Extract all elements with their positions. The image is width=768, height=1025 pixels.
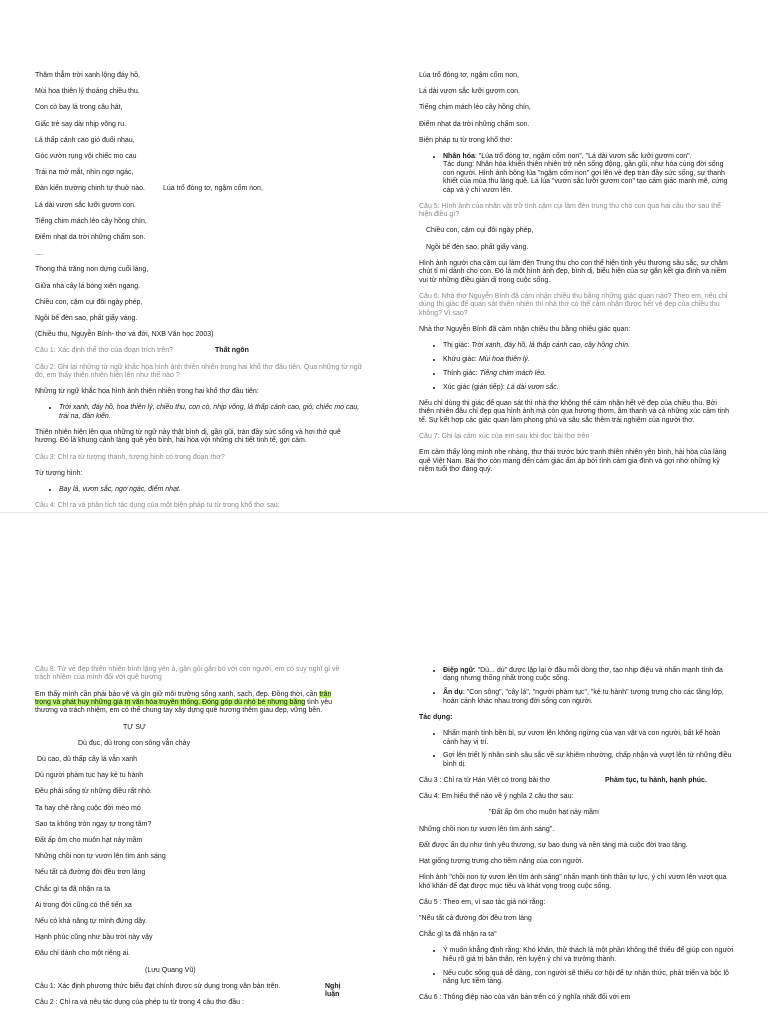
- poem-line: Những chồi non tự vươn lên tìm ánh sáng: [35, 853, 166, 861]
- sense-label: Khứu giác:: [443, 356, 479, 363]
- device-label: Nhân hóa: [443, 153, 475, 161]
- answer-1: Thất ngôn: [215, 347, 249, 355]
- sense-label: Thị giác:: [443, 342, 472, 350]
- device-text: : "Con sông", "cây lá", "người phàm tục", "kẻ tu hành" tượng trưng cho các tầng lớp, hoàn cảnh khác nhau trong đời sống con người.: [443, 689, 724, 705]
- poem-line: Thong thả trăng non dựng cuối làng,: [35, 266, 149, 274]
- poem-line-inline: Lúa trổ đòng tơ, ngậm cốm non,: [162, 185, 263, 193]
- poem-line: Nếu có khả năng tự mình đứng dậy.: [35, 918, 147, 926]
- quote-line: Ngồi bế đèn sao, phất giấy vàng.: [426, 243, 529, 251]
- list-item: [443, 667, 734, 684]
- list-item: [443, 153, 734, 195]
- poem-title: TỰ SỰ: [123, 723, 146, 731]
- effect-label: Tác dụng:: [419, 713, 453, 721]
- page2-right-column: [419, 667, 734, 1011]
- page1-left-column: [35, 72, 365, 512]
- answer-4-line: Hình ảnh "chồi non tự vươn lên tìm ánh sáng" nhấn mạnh tinh thần tự lực, ý chí vươn lên vượt qua khó khăn để đạt được mục tiêu và khát vọng trong cuộc sống.: [419, 874, 727, 890]
- question-4: Câu 4: Em hiểu thế nào về ý nghĩa 2 câu thơ sau:: [419, 793, 574, 801]
- poem-line: Đàn kiến trường chinh tự thuở nào.: [35, 185, 146, 193]
- poem-line: Sao ta không tròn ngay tự trong tâm?: [35, 820, 152, 828]
- device-effect: Tác dụng: Nhân hóa khiến thiên nhiên trở nên sống động, gần gũi, như hòa cùng đời sống con người. Hình ảnh bông lúa "ngậm cốm non" gợi lên vẻ đẹp tràn đầy sức sống, sự thanh khiết của mùa thu làng quê. Lá lúa "vươn sắc lưỡi gươm con" tạo cảm giác mạnh mẽ, cứng cáp và ý chí vươn lên.: [443, 161, 728, 194]
- answer-7: Em cảm thấy lòng mình nhẹ nhàng, thư thái trước bức tranh thiên nhiên yên bình, hài hòa của làng quê Việt Nam. Bài thơ còn mang đến cảm giác ấm áp bởi tình cảm gia đình và gợi nhớ những kỷ niệm tuổi thơ đáng quý.: [419, 449, 727, 474]
- highlighted-text: trân trọng và phát huy những giá trị văn hóa truyền thống. Đóng góp dù nhỏ bé nhưng bằng: [35, 690, 332, 707]
- senses-list: [419, 342, 734, 392]
- sense-text: Trời xanh, đáy hồ, lả thấp cánh cao, cây hồng chín.: [471, 342, 630, 350]
- question-6: Câu 6 : Thông điệp nào của văn bản trên có ý nghĩa nhất đối với em: [419, 994, 631, 1002]
- question-text: Câu 1: Xác định phương thức biểu đạt chính được sử dụng trong văn bản trên.: [35, 982, 281, 990]
- question-6: Câu 6: Nhà thơ Nguyễn Bính đã cảm nhận chiều thu bằng những giác quan nào? Theo em, nếu chỉ dùng thị giác để quan sát thiên nhiên thì nhà thơ có thể cảm nhận được hết vẻ đẹp của chiều thu không? Vì sao?: [419, 292, 728, 317]
- poem-line: Ngồi bế đèn sao, phất giấy vàng.: [35, 315, 138, 323]
- sense-label: Xúc giác (gián tiếp):: [443, 383, 507, 391]
- answer-4-line: Đất được ẩn dụ như tình yêu thương, sự bao dung và nền tảng mà cuộc đời trao tặng.: [419, 841, 688, 849]
- page1-right-column: [419, 72, 734, 482]
- question-3: [419, 777, 734, 785]
- question-5: Câu 5 : Theo em, vì sao tác giả nói rằng:: [419, 898, 546, 906]
- poem-line: Hạnh phúc cũng như bầu trời này vậy: [35, 934, 153, 942]
- list-item: • Nếu cuộc sống quá dễ dàng, con người sẽ thiếu cơ hội để tự nhận thức, phát triển và bộc lộ năng lực tiềm tàng.: [443, 970, 734, 987]
- devices-list: [419, 667, 734, 706]
- poem-line: Đều phải sống từ những điều rất nhỏ.: [35, 788, 152, 796]
- answer-6-intro: Nhà thơ Nguyễn Bính đã cảm nhận chiều thu bằng nhiều giác quan:: [419, 325, 631, 333]
- question-1: [35, 347, 365, 355]
- question-5: Câu 5: Hình ảnh của nhân vật trữ tình cặm cụi làm đèn trung thu cho con qua hai câu thơ sau thể hiện điều gì?: [419, 202, 721, 219]
- poem-line: Tiếng chim mách lẻo cây hồng chín,: [419, 104, 531, 112]
- page2-left-column: [35, 666, 345, 1015]
- answer-5-list: [419, 947, 734, 986]
- poem-line: Chắc gì ta đã nhận ra ta: [35, 885, 111, 893]
- question-3: Câu 3: Chỉ ra từ tượng thanh, tượng hình có trong đoạn thơ?: [35, 453, 225, 461]
- poem-line: Chiều con, cặm cụi đôi ngày phép,: [35, 298, 143, 306]
- answer-1: Nghị luận: [325, 982, 341, 999]
- poem-line: Thăm thẳm trời xanh lộng đáy hồ,: [35, 72, 140, 79]
- answer-2-paragraph: Thiên nhiên hiện lên qua những từ ngữ này thật bình dị, gần gũi, tràn đầy sức sống và hơi thở quê hương. Đó là khung cảnh làng quê yên bình, hài hòa với những chi tiết tinh tế, gợi cảm.: [35, 429, 341, 445]
- device-label: Ẩn dụ: [443, 689, 463, 697]
- poem-line: Điểm nhạt da trời những chấm son.: [419, 120, 530, 128]
- answer-6-paragraph: Nếu chỉ dùng thị giác để quan sát thì nhà thơ không thể cảm nhận hết vẻ đẹp của chiều thu. Bởi thiên nhiên đâu chỉ đẹp qua hình ảnh mà còn qua hương thơm, âm thanh và cả những xúc cảm tinh tế. Sự kết hợp các giác quan làm phong phú và sâu sắc thêm trải nghiệm của người thơ.: [419, 400, 730, 424]
- device-text: : "Lúa trổ đòng tơ, ngậm cốm non", "Lá dài vươn sắc lưỡi gươm con".: [474, 153, 692, 161]
- poem-line: Mùi hoa thiên lý thoảng chiều thu.: [35, 88, 140, 96]
- question-4: Câu 4: Chỉ ra và phân tích tác dụng của một biện pháp tu từ trong khổ thơ sau:: [35, 502, 280, 510]
- poem-line: Dù cao, dù thấp cây lá vẫn xanh: [37, 756, 138, 764]
- quote-line: "Nếu tất cả đường đời đều trơn láng: [419, 915, 532, 923]
- list-item: [443, 384, 734, 392]
- question-8: Câu 8: Từ vẻ đẹp thiên nhiên bình lặng yên ả, gần gũi gắn bó với con người, em có suy nghĩ gì về trách nhiệm của mình đối với quê hương: [35, 666, 340, 682]
- list-item: • Gợi lên triết lý nhân sinh sâu sắc về sự khiêm nhường, chấp nhận và vượt lên từ những điều bình dị.: [443, 752, 734, 769]
- list-item: • Nhấn mạnh tính bền bỉ, sự vươn lên không ngừng của vạn vật và con người, bất kể hoàn cảnh hay vị trí.: [443, 730, 734, 747]
- answer-4-line: Hạt giống tượng trưng cho tiềm năng của con người.: [419, 858, 584, 866]
- poem-line: Lá dài vươn sắc lưỡi gươm con.: [419, 88, 520, 96]
- answer-5: Hình ảnh người cha cặm cụi làm đèn Trung thu cho con thể hiện tình yêu thương sâu sắc, sự chăm chút tỉ mỉ dành cho con. Đó là một hình ảnh đẹp, bình dị, biểu hiện của sự gắn kết gia đình và niềm vui từ những điều giản dị trong cuộc sống.: [419, 259, 728, 284]
- question-7: Câu 7: Ghi lại cảm xúc của em sau khi đọc bài thơ trên: [419, 433, 590, 441]
- answer-2-intro: Những từ ngữ khắc họa hình ảnh thiên nhiên trong hai khổ thơ đầu tiên:: [35, 388, 259, 396]
- poem-line: Nếu tất cả đường đời đều trơn láng: [35, 869, 146, 877]
- poem-line: Đâu chỉ dành cho một riêng ai.: [35, 950, 130, 958]
- answer-2-list: [35, 404, 365, 421]
- poem-author: (Lưu Quang Vũ): [145, 966, 196, 974]
- question-2: Câu 2 : Chỉ ra và nêu tác dụng của phép tu từ trong 4 câu thơ đầu :: [35, 999, 244, 1007]
- device-text: : "Dù... dù" được lặp lại ở đầu mỗi dòng thơ, tạo nhịp điệu và nhấn mạnh tính đa dạng nhưng thống nhất trong cuộc sống.: [443, 667, 723, 683]
- poem-line: Giấc trẻ say dài nhịp võng ru.: [35, 120, 127, 128]
- list-item: • Ý muốn khẳng định rằng: Khó khăn, thử thách là một phần không thể thiếu để giúp con người hiểu rõ giá trị bản thân, rèn luyện ý chí và trưởng thành.: [443, 947, 734, 964]
- sense-text: Tiếng chim mách lẻo.: [479, 369, 547, 377]
- list-item: • Bay lả, vươn sắc, ngơ ngác, điểm nhạt.: [59, 486, 365, 494]
- poem-line: Ai trong đời cũng có thể tiến xa: [35, 901, 132, 909]
- answer-3-list: [35, 486, 365, 494]
- poem-line: Lả thấp cánh cao gió đuổi nhau,: [35, 136, 135, 144]
- answer-3: Phàm tục, tu hành, hạnh phúc.: [605, 777, 707, 785]
- poem-line-with-inline: [35, 185, 365, 193]
- document-page-2: [0, 512, 768, 1025]
- poem-line: Dù đục, dù trong con sông vẫn chảy: [78, 739, 191, 747]
- poem-line: Con cò bay lả trong câu hát,: [35, 104, 123, 112]
- poem-line: Ta hay chê rằng cuộc đời méo mó: [35, 804, 141, 812]
- poem-line: Lúa trổ đòng tơ, ngậm cốm non,: [419, 72, 519, 79]
- list-item: [443, 342, 734, 350]
- poem-line: Dù người phàm tục hay kẻ tu hành: [35, 772, 144, 780]
- list-item: [443, 370, 734, 378]
- question-text: Câu 1: Xác định thể thơ của đoạn trích trên?: [35, 347, 174, 355]
- answer-3-intro: Từ tượng hình:: [35, 469, 83, 477]
- poem-line: Điểm nhạt da trời những chấm son.: [35, 234, 146, 242]
- answer-8-text: Em thấy mình cần phải bảo vệ và gìn giữ môi trường sống xanh, sạch, đẹp. Đồng thời, cần: [35, 690, 318, 698]
- list-item: • Trời xanh, đáy hồ, hoa thiên lý, chiều thu, con cò, nhịp võng, lả thấp cánh cao, gió, chiếc mo cau, trái na, đàn kiến.: [59, 404, 365, 421]
- poem-line: Tiếng chim mách lẻo cây hồng chín,: [35, 217, 147, 225]
- sense-label: Thính giác:: [443, 369, 480, 377]
- device-intro: Biện pháp tu từ trong khổ thơ:: [419, 136, 513, 144]
- poem-ellipsis: ....: [35, 250, 43, 258]
- question-2: Câu 2: Ghi lại những từ ngữ khắc họa hình ảnh thiên nhiên trong hai khổ thơ đầu tiên. Qua những từ ngữ đó, em thấy thiên nhiên hiện lên như thế nào ?: [35, 363, 363, 380]
- question-1: [35, 982, 345, 999]
- poem-source: (Chiều thu, Nguyễn Bính- thơ và đời, NXB Văn học 2003): [35, 331, 214, 339]
- answer-8-text: tình yêu thương và trách nhiệm, em có thể chung tay xây dựng quê hương thêm giàu đẹp, vững bền.: [35, 699, 333, 715]
- sense-text: Lá dài vươn sắc.: [506, 383, 559, 391]
- poem-line: Lá dài vươn sắc lưỡi gươm con.: [35, 201, 136, 209]
- quote-line: Chiều con, cặm cụi đôi ngày phép,: [426, 227, 534, 235]
- question-text: Câu 3 : Chỉ ra từ Hán Việt có trong bài thơ: [419, 777, 551, 785]
- list-item: [443, 689, 734, 706]
- poem-line: Đất ấp ôm cho muôn hạt nảy mầm: [35, 837, 143, 845]
- poem-line: Giữa nhà cây lá bóng xiên ngang.: [35, 282, 141, 290]
- device-label: Điệp ngữ: [443, 667, 474, 674]
- quote-line: Những chồi non tự vươn lên tìm ánh sáng".: [419, 825, 555, 833]
- device-list: [419, 153, 734, 195]
- answer-8: [35, 691, 345, 716]
- poem-line: Góc vườn rụng vội chiếc mo cau: [35, 153, 137, 161]
- list-item: [443, 356, 734, 364]
- poem-line: Trái na mở mắt, nhìn ngơ ngác,: [35, 169, 134, 177]
- document-page-1: [0, 0, 768, 512]
- quote-line: "Đất ấp ôm cho muôn hạt nảy mầm: [489, 809, 599, 817]
- quote-line: Chắc gì ta đã nhận ra ta": [419, 931, 497, 939]
- sense-text: Mùi hoa thiên lý.: [478, 356, 530, 363]
- effects-list: [419, 730, 734, 769]
